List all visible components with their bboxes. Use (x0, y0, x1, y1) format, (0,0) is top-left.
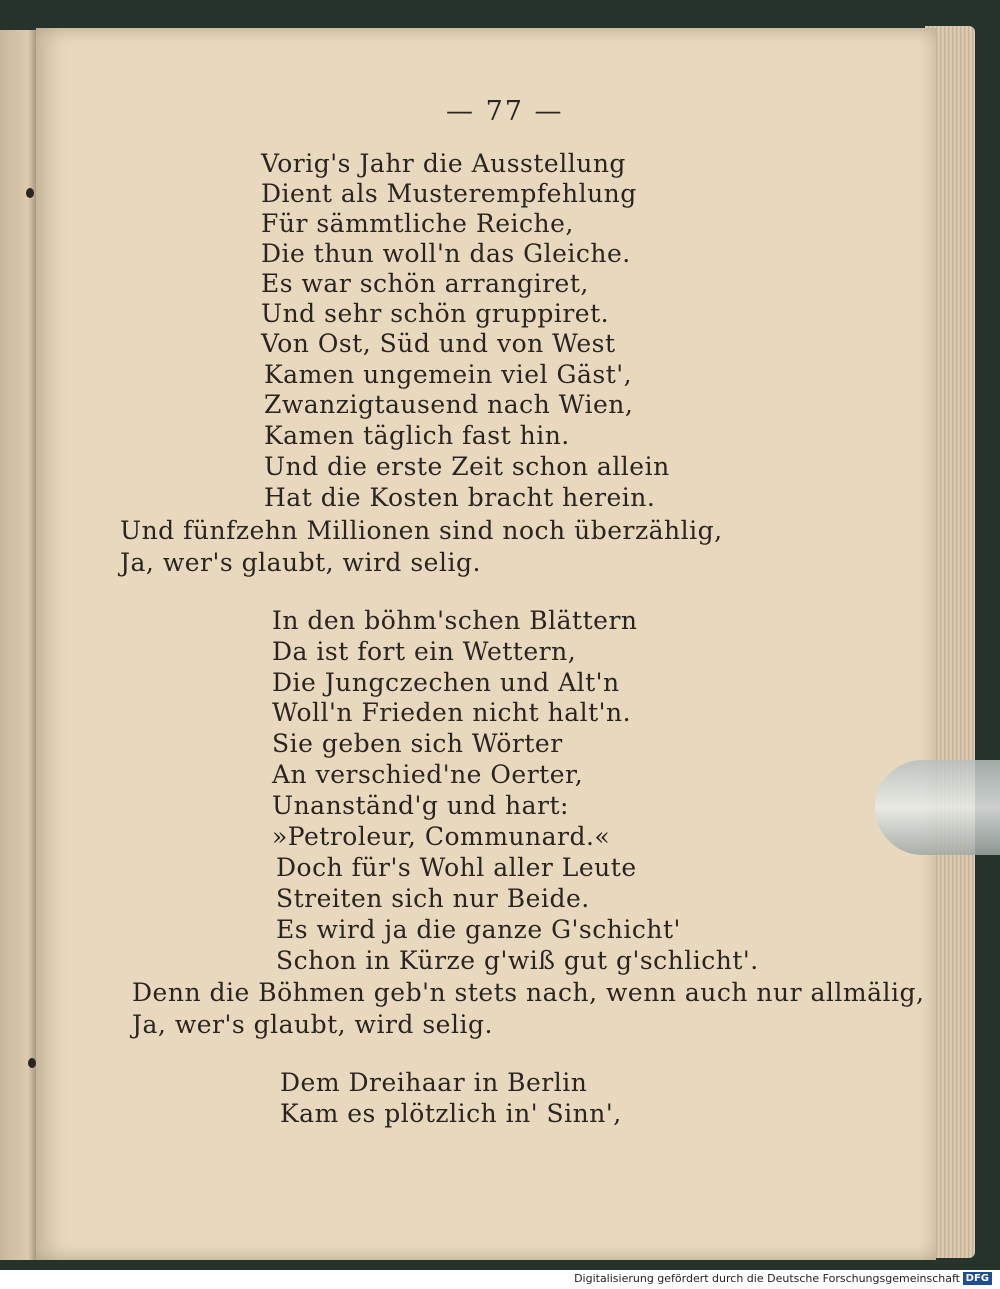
dfg-logo: DFG (963, 1272, 992, 1285)
verse-line: Hat die Kosten bracht herein. (264, 483, 656, 512)
verse-line: »Petroleur, Communard.« (272, 822, 611, 851)
verse-line: Dem Dreihaar in Berlin (280, 1068, 588, 1097)
paper-damage-mark (28, 1058, 36, 1068)
page-number: — 77 — (446, 96, 564, 127)
verse-line: Die thun woll'n das Gleiche. (261, 239, 631, 268)
verse-line: Vorig's Jahr die Ausstellung (261, 149, 626, 178)
verse-line: Und sehr schön gruppiret. (261, 299, 610, 328)
verse-line: Kamen täglich fast hin. (264, 421, 570, 450)
verse-line: Von Ost, Süd und von West (261, 329, 616, 358)
bookmark-tab (875, 760, 1000, 855)
verse-line: Woll'n Frieden nicht halt'n. (272, 698, 632, 727)
facing-page-edge (0, 30, 40, 1260)
verse-line: Doch für's Wohl aller Leute (276, 853, 637, 882)
footer-bar (0, 1270, 1000, 1289)
paper-damage-mark (26, 188, 34, 198)
verse-line: Dient als Musterempfehlung (261, 179, 637, 208)
verse-line: Kam es plötzlich in' Sinn', (280, 1099, 622, 1128)
refrain-line: Ja, wer's glaubt, wird selig. (120, 548, 481, 577)
verse-line: Für sämmtliche Reiche, (261, 209, 574, 238)
refrain-line: Ja, wer's glaubt, wird selig. (132, 1010, 493, 1039)
refrain-line: Und fünfzehn Millionen sind noch überzählig, (120, 516, 723, 545)
verse-line: Zwanzigtausend nach Wien, (264, 390, 634, 419)
verse-line: Schon in Kürze g'wiß gut g'schlicht'. (276, 946, 759, 975)
verse-line: Es wird ja die ganze G'schicht' (276, 915, 681, 944)
verse-line: Streiten sich nur Beide. (276, 884, 590, 913)
refrain-line: Denn die Böhmen geb'n stets nach, wenn auch nur allmälig, (132, 978, 925, 1007)
verse-line: Und die erste Zeit schon allein (264, 452, 670, 481)
verse-line: Sie geben sich Wörter (272, 729, 563, 758)
verse-line: Kamen ungemein viel Gäst', (264, 360, 633, 389)
verse-line: Unanständ'g und hart: (272, 791, 569, 820)
verse-line: An verschied'ne Oerter, (272, 760, 584, 789)
verse-line: In den böhm'schen Blättern (272, 606, 638, 635)
book-page (36, 28, 936, 1260)
funding-credit: Digitalisierung gefördert durch die Deutsche Forschungsgemeinschaft (574, 1272, 960, 1285)
verse-line: Da ist fort ein Wettern, (272, 637, 577, 666)
verse-line: Es war schön arrangiret, (261, 269, 589, 298)
verse-line: Die Jungczechen und Alt'n (272, 668, 620, 697)
